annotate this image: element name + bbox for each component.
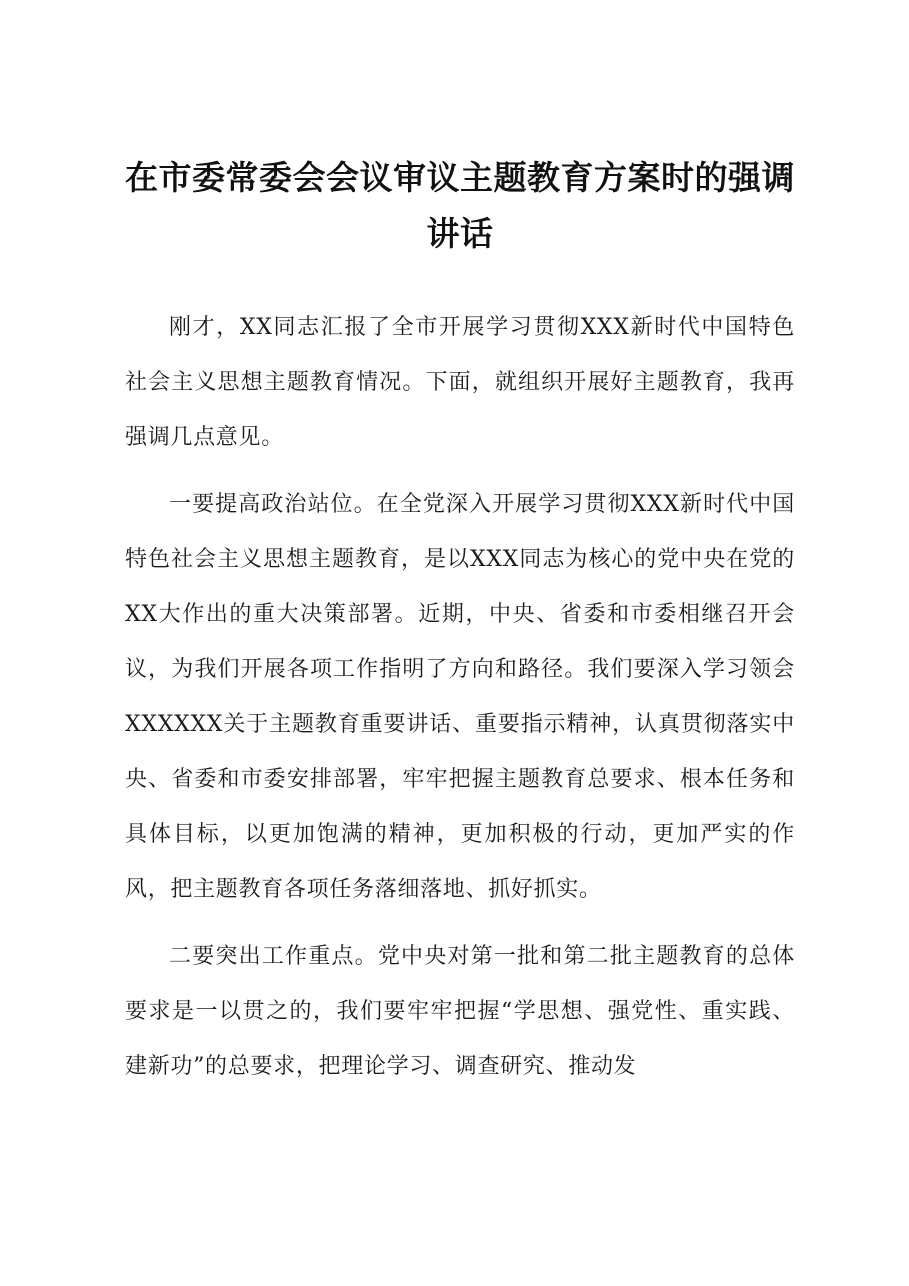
paragraph-point-one: 一要提高政治站位。在全党深入开展学习贯彻XXX新时代中国特色社会主义思想主题教育，是以XXX同志为核心的党中央在党的XX大作出的重大决策部署。近期，中央、省委和市委相继召开会议，为我们开展各项工作指明了方向和路径。我们要深入学习领会XXXXXX关于主题教育重要讲话、重要指示精神，认真贯彻落实中央、省委和市委安排部署，牢牢把握主题教育总要求、根本任务和具体目标，以更加饱满的精神，更加积极的行动，更加严实的作风，把主题教育各项任务落细落地、抓好抓实。 [125,492,795,902]
document-body [125,300,795,1106]
paragraph-point-two: 二要突出工作重点。党中央对第一批和第二批主题教育的总体要求是一以贯之的，我们要牢牢把握“学思想、强党性、重实践、建新功”的总要求，把理论学习、调查研究、推动发 [125,944,795,1079]
document-title: 在市委常委会会议审议主题教育方案时的强调讲话 [125,158,795,253]
paragraph-opening: 刚才，XX同志汇报了全市开展学习贯彻XXX新时代中国特色社会主义思想主题教育情况。下面，就组织开展好主题教育，我再强调几点意见。 [125,315,795,450]
